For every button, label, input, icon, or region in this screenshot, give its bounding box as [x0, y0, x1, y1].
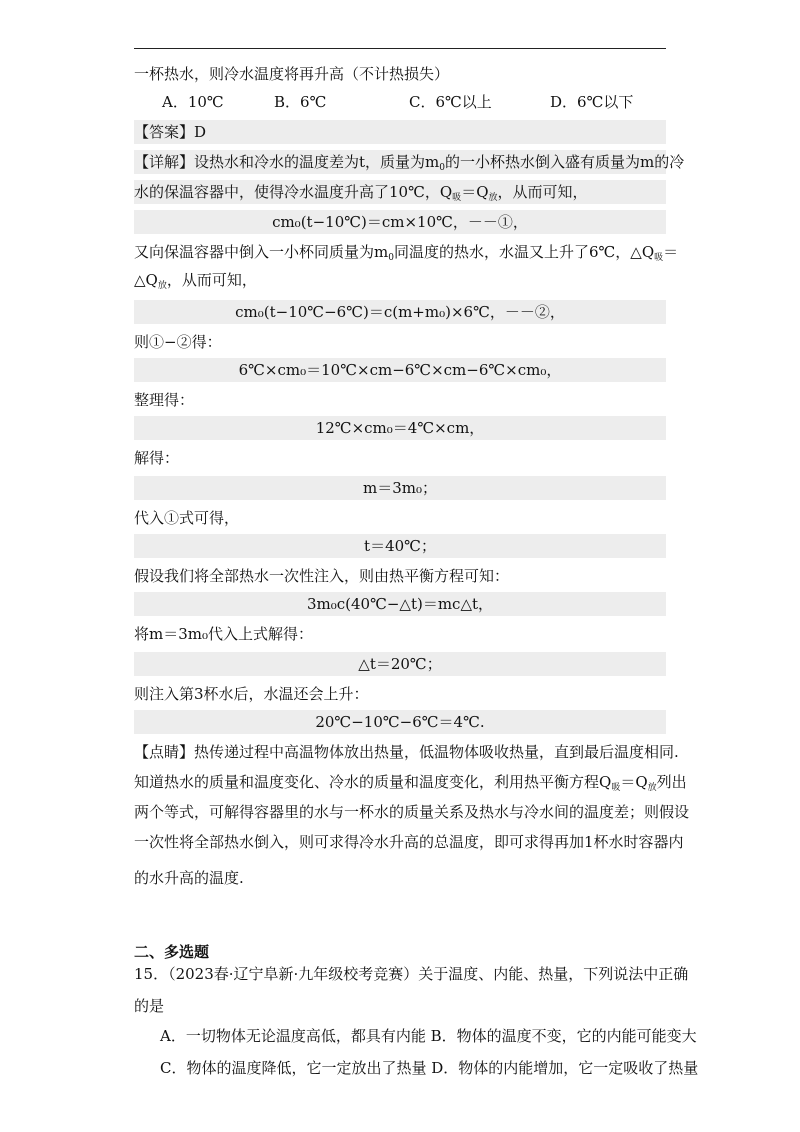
- comment-line-2: 知道热水的质量和温度变化、冷水的质量和温度变化，利用热平衡方程$Q_吸=Q_放$列出: [134, 773, 687, 793]
- options-row: [134, 90, 666, 114]
- question-15-stem-line-1: 15．（2023春·辽宁阜新·九年级校考竞赛）关于温度、内能、热量，下列说法中正确: [134, 965, 689, 983]
- equation-6: t＝40℃；: [134, 534, 666, 558]
- answer-line: 【答案】D: [134, 120, 666, 144]
- equation-4: 12℃×cm₀＝4℃×cm，: [134, 416, 666, 440]
- question-15-options-cd: C．物体的温度降低，它一定放出了热量 D．物体的内能增加，它一定吸收了热量: [160, 1059, 699, 1077]
- equation-9: 20℃−10℃−6℃＝4℃.: [134, 710, 666, 734]
- detail-line-7: 解得：: [134, 449, 180, 467]
- detail-line-4: $\triangle Q_放$，从而可知，: [134, 271, 257, 291]
- detail-line-5: 则①−②得：: [134, 333, 222, 351]
- equation-2: cm₀(t−10℃−6℃)＝c(m+m₀)×6℃，－－②，: [134, 300, 666, 324]
- question-15-stem-line-2: 的是: [134, 997, 165, 1015]
- header-rule: [134, 48, 666, 49]
- option-c: C．6℃以上: [409, 93, 492, 111]
- detail-line-3: 又向保温容器中倒入一小杯同质量为$m_0$同温度的热水，水温又上升了6℃，$\triangle Q_吸=$: [134, 243, 679, 263]
- detail-line-9: 假设我们将全部热水一次性注入，则由热平衡方程可知：: [134, 567, 510, 585]
- comment-line-3: 两个等式，可解得容器里的水与一杯水的质量关系及热水与冷水间的温度差；则假设: [134, 803, 690, 821]
- comment-line-4: 一次性将全部热水倒入，则可求得冷水升高的总温度，即可求得再加1杯水时容器内: [134, 833, 684, 851]
- detail-line-1: 【详解】设热水和冷水的温度差为t，质量为$m_0$的一小杯热水倒入盛有质量为m的冷: [134, 150, 666, 174]
- detail-line-6: 整理得：: [134, 391, 195, 409]
- option-a: A．10℃: [162, 93, 224, 111]
- option-d: D．6℃以下: [550, 93, 634, 111]
- detail-line-11: 则注入第3杯水后，水温还会上升：: [134, 685, 369, 703]
- equation-7: 3m₀c(40℃−△t)＝mc△t，: [134, 592, 666, 616]
- question-stem-continuation: 一杯热水，则冷水温度将再升高（不计热损失）: [134, 65, 450, 83]
- equation-5: m＝3m₀；: [134, 476, 666, 500]
- option-b: B．6℃: [274, 93, 327, 111]
- equation-8: △t＝20℃；: [134, 652, 666, 676]
- comment-line-5: 的水升高的温度.: [134, 869, 244, 887]
- equation-3: 6℃×cm₀＝10℃×cm−6℃×cm−6℃×cm₀，: [134, 358, 666, 382]
- comment-line-1: 【点睛】热传递过程中高温物体放出热量，低温物体吸收热量，直到最后温度相同.: [134, 743, 679, 761]
- equation-1: cm₀(t−10℃)＝cm×10℃，－－①，: [134, 210, 666, 234]
- question-15-options-ab: A．一切物体无论温度高低，都具有内能 B．物体的温度不变，它的内能可能变大: [160, 1027, 697, 1045]
- detail-line-8: 代入①式可得，: [134, 509, 240, 527]
- section-title: 二、多选题: [134, 943, 210, 961]
- detail-line-10: 将m＝3m₀代入上式解得：: [134, 625, 314, 643]
- detail-line-2: 水的保温容器中，使得冷水温度升高了10℃，$Q_吸=Q_放$，从而可知，: [134, 180, 666, 204]
